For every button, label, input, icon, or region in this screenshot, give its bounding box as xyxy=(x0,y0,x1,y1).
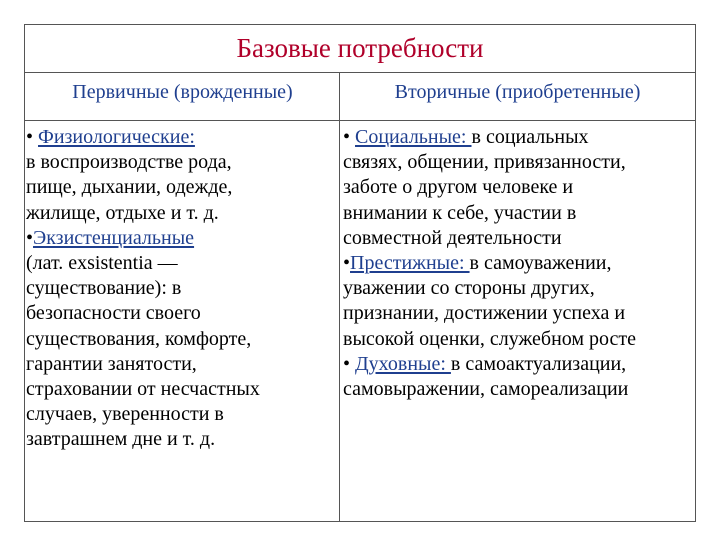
primary-needs-header: Первичные (врожденные) xyxy=(25,73,340,121)
existential-text-line: безопасности своего xyxy=(26,302,201,325)
physiological-text-line: жилище, отдыхе и т. д. xyxy=(26,201,219,224)
bullet: • xyxy=(26,226,34,249)
social-text-first: в социальных xyxy=(471,126,589,148)
prestige-label: Престижные: xyxy=(350,252,470,275)
prestige-text-line: уважении со стороны других, xyxy=(343,277,595,300)
existential-text-line: (лат. exsistentia — xyxy=(26,252,178,275)
physiological-heading xyxy=(26,125,260,150)
existential-text-line: страховании от несчастных xyxy=(26,378,260,401)
social-heading xyxy=(343,125,636,150)
existential-text-line: случаев, уверенности в xyxy=(26,403,224,426)
column-divider xyxy=(339,73,340,521)
bullet: • xyxy=(26,126,39,148)
spiritual-label: Духовные: xyxy=(355,352,451,375)
existential-text-line: гарантии занятости, xyxy=(26,352,197,375)
physiological-text-line: в воспроизводстве рода, xyxy=(26,151,232,174)
prestige-text-first: в самоуважении, xyxy=(469,252,612,275)
spiritual-text-line: самовыражении, самореализации xyxy=(343,378,629,401)
existential-text-line: существование): в xyxy=(26,277,182,300)
physiological-text-line: пище, дыхании, одежде, xyxy=(26,176,233,199)
prestige-heading xyxy=(343,251,636,276)
table-title: Базовые потребности xyxy=(25,25,695,73)
bullet: • xyxy=(343,252,351,275)
physiological-label: Физиологические: xyxy=(38,126,195,148)
social-label: Социальные: xyxy=(355,126,472,148)
spiritual-text-first: в самоактуализации, xyxy=(450,352,627,375)
social-text-line: совместной деятельности xyxy=(343,226,562,249)
social-text-line: заботе о другом человеке и xyxy=(343,176,574,199)
prestige-text-line: признании, достижении успеха и xyxy=(343,302,626,325)
social-text-line: внимании к себе, участии в xyxy=(343,201,577,224)
spiritual-heading xyxy=(343,352,636,377)
existential-heading xyxy=(26,226,260,251)
existential-text-line: завтрашнем дне и т. д. xyxy=(26,428,216,451)
bullet: • xyxy=(343,352,356,375)
prestige-text-line: высокой оценки, служебном росте xyxy=(343,327,637,350)
existential-label: Экзистенциальные xyxy=(33,226,195,249)
social-text-line: связях, общении, привязанности, xyxy=(343,151,626,174)
secondary-needs-column xyxy=(343,125,636,402)
secondary-needs-header: Вторичные (приобретенные) xyxy=(340,73,695,121)
primary-needs-column xyxy=(26,125,260,453)
existential-text-line: существования, комфорте, xyxy=(26,327,252,350)
needs-table xyxy=(24,24,696,522)
bullet: • xyxy=(343,126,356,148)
